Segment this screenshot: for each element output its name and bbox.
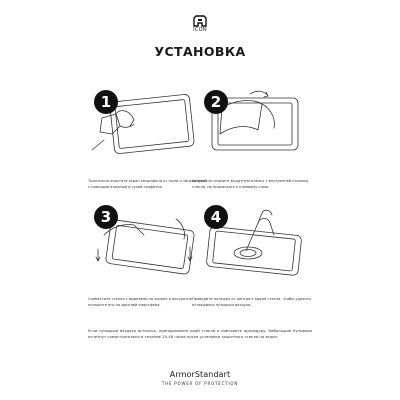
step-3-text: Совместите стекло с вырезами на экране и аккуратно положите его на дисплей смартфона. [88,297,192,307]
step-4-badge: 4 [204,205,228,229]
step-2-text: Аккуратно снимите защитную пленку с внутренней стороны стекла, не прикасаясь к клеевому слою. [192,179,309,189]
brand-name: ArmorStandart [169,370,231,379]
step-1-badge: 1 [94,90,118,114]
step-4-illustration [200,205,310,273]
step-2-badge: 2 [204,90,228,114]
step-2-illustration [200,90,310,158]
brand-tagline: THE POWER OF PROTECTION [161,381,239,386]
step-1-illustration [90,90,200,158]
brand-logo [191,15,209,35]
final-note: Если пузырьки воздуха остались, приподнимите край стекла и повторите процедуру. Небольшие пузырьки исчезнут самостоятельно в течение 24-48 часов после установки защитного стекла на экран. [88,328,312,339]
page-title: УСТАНОВКА [154,44,246,59]
step-3-illustration [90,205,200,273]
step-4-text: Проведите пальцем от центра к краям стекла, чтобы удалить оставшиеся пузырьки воздуха. [192,297,311,307]
step-3-badge: 3 [94,205,118,229]
step-1-text: Тщательно очистите экран смартфона от пыли и загрязнений с помощью влажной и сухой салфеток. [88,179,207,189]
logo-text: ICON [193,27,207,33]
armorstandart-logo-icon [191,15,209,27]
